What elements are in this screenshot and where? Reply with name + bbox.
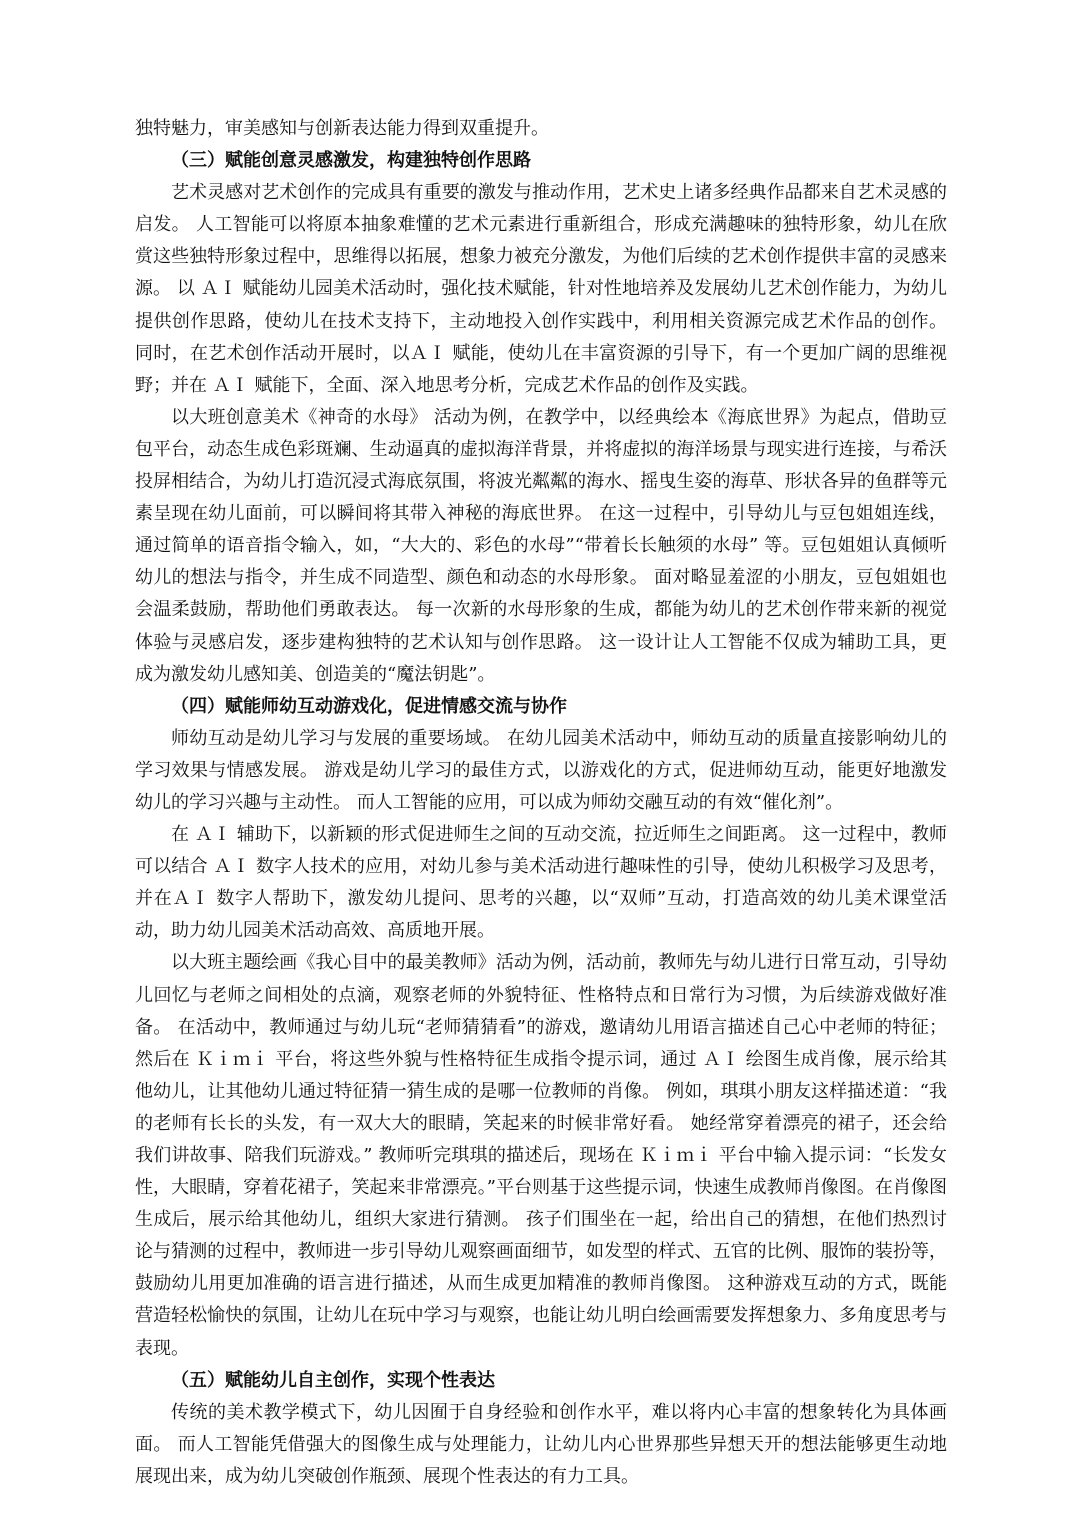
section-heading-5: （五）赋能幼儿自主创作，实现个性表达 bbox=[171, 1369, 495, 1391]
paragraph: 传统的美术教学模式下，幼儿因囿于自身经验和创作水平，难以将内心丰富的想象转化为具体画面。 而人工智能凭借强大的图像生成与处理能力，让幼儿内心世界那些异想天开的想法能够更生动地展现出来，成为幼儿突破创作瓶颈、展现个性表达的有力工具。 bbox=[135, 1401, 947, 1487]
paragraph: 以大班主题绘画《我心目中的最美教师》活动为例，活动前，教师先与幼儿进行日常互动，引导幼儿回忆与老师之间相处的点滴，观察老师的外貌特征、性格特点和日常行为习惯，为后续游戏做好准备。 在活动中，教师通过与幼儿玩“老师猜猜看”的游戏，邀请幼儿用语言描述自己心中老师的特征；然后在 Ｋｉｍｉ 平台，将这些外貌与性格特征生成指令提示词，通过 ＡＩ 绘图生成肖像，展示给其他幼儿，让其他幼儿通过特征猜一猜生成的是哪一位教师的肖像。 例如，琪琪小朋友这样描述道：“我的老师有长长的头发，有一双大大的眼睛，笑起来的时候非常好看。 她经常穿着漂亮的裙子，还会给我们讲故事、陪我们玩游戏。” 教师听完琪琪的描述后，现场在 Ｋｉｍｉ 平台中输入提示词：“长发女性，大眼睛，穿着花裙子，笑起来非常漂亮。”平台则基于这些提示词，快速生成教师肖像图。在肖像图生成后，展示给其他幼儿，组织大家进行猜测。 孩子们围坐在一起，给出自己的猜想，在他们热烈讨论与猜测的过程中，教师进一步引导幼儿观察画面细节，如发型的样式、五官的比例、服饰的装扮等，鼓励幼儿用更加准确的语言进行描述，从而生成更加精准的教师肖像图。 这种游戏互动的方式，既能营造轻松愉快的氛围，让幼儿在玩中学习与观察，也能让幼儿明白绘画需要发挥想象力、多角度思考与表现。 bbox=[135, 952, 947, 1359]
paragraph: 在 ＡＩ 辅助下，以新颖的形式促进师生之间的互动交流，拉近师生之间距离。 这一过程中，教师可以结合 ＡＩ 数字人技术的应用，对幼儿参与美术活动进行趣味性的引导，使幼儿积极学习及思考，并在ＡＩ 数字人帮助下，激发幼儿提问、思考的兴趣，以“双师”互动，打造高效的幼儿美术课堂活动，助力幼儿园美术活动高效、高质地开展。 bbox=[135, 824, 947, 942]
paragraph: 以大班创意美术《神奇的水母》 活动为例，在教学中，以经典绘本《海底世界》为起点，借助豆包平台，动态生成色彩斑斓、生动逼真的虚拟海洋背景，并将虚拟的海洋场景与现实进行连接，与希沃投屏相结合，为幼儿打造沉浸式海底氛围，将波光粼粼的海水、摇曳生姿的海草、形状各异的鱼群等元素呈现在幼儿面前，可以瞬间将其带入神秘的海底世界。 在这一过程中，引导幼儿与豆包姐姐连线，通过简单的语音指令输入，如，“大大的、彩色的水母”“带着长长触须的水母” 等。豆包姐姐认真倾听幼儿的想法与指令，并生成不同造型、颜色和动态的水母形象。 面对略显羞涩的小朋友，豆包姐姐也会温柔鼓励，帮助他们勇敢表达。 每一次新的水母形象的生成，都能为幼儿的艺术创作带来新的视觉体验与灵感启发，逐步建构独特的艺术认知与创作思路。 这一设计让人工智能不仅成为辅助工具，更成为激发幼儿感知美、创造美的“魔法钥匙”。 bbox=[135, 406, 947, 685]
section-heading-3: （三）赋能创意灵感激发，构建独特创作思路 bbox=[171, 150, 531, 172]
document-page bbox=[135, 113, 947, 1493]
paragraph: 艺术灵感对艺术创作的完成具有重要的激发与推动作用，艺术史上诸多经典作品都来自艺术灵感的启发。 人工智能可以将原本抽象难懂的艺术元素进行重新组合，形成充满趣味的独特形象，幼儿在欣赏这些独特形象过程中，思维得以拓展，想象力被充分激发，为他们后续的艺术创作提供丰富的灵感来源。 以 ＡＩ 赋能幼儿园美术活动时，强化技术赋能，针对性地培养及发展幼儿艺术创作能力，为幼儿提供创作思路，使幼儿在技术支持下，主动地投入创作实践中，利用相关资源完成艺术作品的创作。 同时，在艺术创作活动开展时，以ＡＩ 赋能，使幼儿在丰富资源的引导下，有一个更加广阔的思维视野；并在 ＡＩ 赋能下，全面、深入地思考分析，完成艺术作品的创作及实践。 bbox=[135, 182, 947, 396]
section-heading-4: （四）赋能师幼互动游戏化，促进情感交流与协作 bbox=[171, 695, 567, 717]
paragraph-continuation: 独特魅力，审美感知与创新表达能力得到双重提升。 bbox=[135, 118, 549, 139]
paragraph: 师幼互动是幼儿学习与发展的重要场域。 在幼儿园美术活动中，师幼互动的质量直接影响幼儿的学习效果与情感发展。 游戏是幼儿学习的最佳方式，以游戏化的方式，促进师幼互动，能更好地激发幼儿的学习兴趣与主动性。 而人工智能的应用，可以成为师幼交融互动的有效“催化剂”。 bbox=[135, 727, 947, 813]
